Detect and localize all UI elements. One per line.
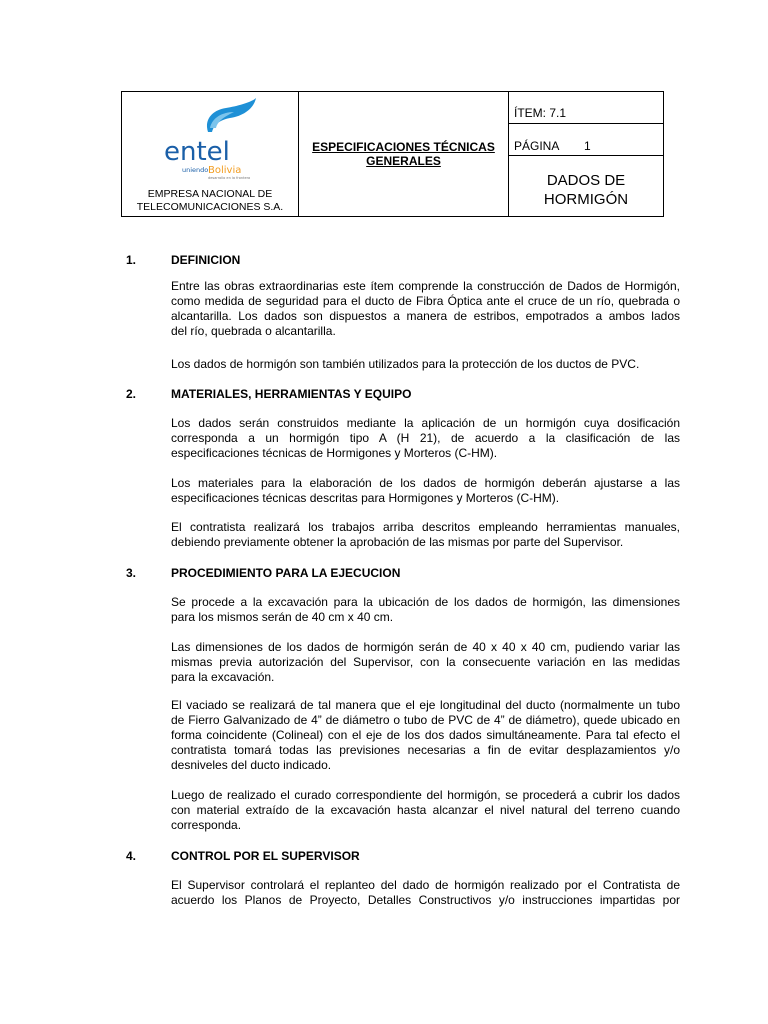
section-1-number: 1. (126, 253, 137, 267)
company-caption-line1: EMPRESA NACIONAL DE (147, 188, 273, 200)
document-title (299, 140, 508, 168)
paragraph-line: para los mismos serán de 40 cm x 40 cm. (171, 610, 394, 624)
paragraph-line: Los materiales para la elaboración de los dados de hormigón deberán ajustarse a las (171, 476, 680, 490)
item-cell (509, 92, 663, 124)
paragraph-line: para la excavación. (171, 670, 275, 684)
paragraph-line: especificaciones técnicas descritas para Hormigones y Morteros (C-HM). (171, 491, 560, 505)
section-1-paragraph-1 (171, 279, 680, 339)
paragraph-line: especificaciones técnicas de Hormigones y Morteros (C-HM). (171, 446, 498, 460)
company-caption-line2: TELECOMUNICACIONES S.A. (136, 201, 284, 213)
paragraph-line: Los dados de hormigón son también utilizados para la protección de los ductos de PVC. (171, 357, 640, 371)
company-caption (122, 188, 298, 214)
entel-logo (160, 98, 260, 184)
paragraph-line: Los dados serán construidos mediante la aplicación de un hormigón cuya dosificación (171, 416, 680, 430)
page-label: PÁGINA (514, 139, 560, 153)
paragraph-line: Las dimensiones de los dados de hormigón serán de 40 x 40 x 40 cm, pudiendo variar las (171, 640, 680, 654)
logo-cell (122, 92, 299, 216)
section-2-paragraph-3 (171, 520, 680, 550)
paragraph-line: Luego de realizado el curado correspondiente del hormigón, se procederá a cubrir los dados (171, 788, 680, 802)
section-2-paragraph-1 (171, 416, 680, 461)
section-2-paragraph-2 (171, 476, 680, 506)
paragraph-line: como medida de seguridad para el ducto de Fibra Óptica ante el cruce de un río, quebrada o (171, 294, 680, 308)
section-3-title: PROCEDIMIENTO PARA LA EJECUCION (171, 566, 401, 580)
logo-sub-tagline: desarrollo en la frontera (208, 176, 251, 180)
paragraph-line: El vaciado se realizará de tal manera que el eje longitudinal del ducto (normalmente un tubo (171, 698, 680, 712)
paragraph-line: acuerdo los Planos de Proyecto, Detalles Constructivos y/o instrucciones impartidas por (171, 893, 680, 907)
paragraph-line: corresponda. (171, 818, 242, 832)
section-2-title: MATERIALES, HERRAMIENTAS Y EQUIPO (171, 387, 412, 401)
logo-brand: entel (164, 137, 230, 167)
paragraph-line: Se procede a la excavación para la ubicación de los dados de hormigón, las dimensiones (171, 595, 680, 609)
section-3-paragraph-4 (171, 788, 680, 833)
paragraph-line: alcantarilla. Los dados son dispuestos a manera de estribos, empotrados a ambos lados (171, 309, 680, 323)
title-cell (299, 92, 509, 216)
paragraph-line: Entre las obras extraordinarias este ítem comprende la construcción de Dados de Hormigón, (171, 279, 680, 293)
paragraph-line: mismas previa autorización del Supervisor, con la consecuente variación en las medidas (171, 655, 680, 669)
subject-cell (509, 156, 663, 216)
item-number: ÍTEM: 7.1 (514, 106, 567, 120)
paragraph-line: desniveles del ducto indicado. (171, 758, 332, 772)
paragraph-line: forma coincidente (Colineal) con el eje de los dos dados simultáneamente. Para tal efecto el (171, 728, 680, 742)
section-3-paragraph-2 (171, 640, 680, 685)
paragraph-line: con material extraído de la excavación hasta alcanzar el nivel natural del terreno cuando (171, 803, 680, 817)
subject-title-line1: DADOS DE (546, 172, 626, 189)
section-4-title: CONTROL POR EL SUPERVISOR (171, 849, 360, 863)
paragraph-line: contratista tomará todas las previsiones necesarias a fin de evitar desplazamientos y/o (171, 743, 680, 757)
section-4-paragraph-1 (171, 878, 680, 908)
paragraph-line: El Supervisor controlará el replanteo del dado de hormigón realizado por el Contratista de (171, 878, 680, 892)
page-number: 1 (584, 139, 591, 153)
page-cell (509, 124, 663, 156)
paragraph-line: del río, quebrada o alcantarilla. (171, 324, 336, 338)
section-3-paragraph-3 (171, 698, 680, 773)
paragraph-line: corresponda a un hormigón tipo A (H 21), de acuerdo a la clasificación de las (171, 431, 680, 445)
svg-text:Bolivia: Bolivia (208, 165, 242, 176)
section-1-paragraph-2 (171, 357, 680, 372)
paragraph-line: de Fierro Galvanizado de 4” de diámetro o tubo de PVC de 4” de diámetro), quede ubicado en (171, 713, 680, 727)
subject-title-line2: HORMIGÓN (543, 191, 629, 208)
paragraph-line: El contratista realizará los trabajos arriba descritos empleando herramientas manuales, (171, 520, 680, 534)
section-4-number: 4. (126, 849, 137, 863)
section-3-number: 3. (126, 566, 137, 580)
section-2-number: 2. (126, 387, 137, 401)
paragraph-line: debiendo previamente obtener la aprobación de las mismas por parte del Supervisor. (171, 535, 624, 549)
document-title-line1: ESPECIFICACIONES TÉCNICAS (312, 140, 495, 154)
svg-text:uniendo: uniendo (182, 166, 209, 174)
document-title-line2: GENERALES (366, 154, 441, 168)
section-1-title: DEFINICION (171, 253, 241, 267)
header-table (121, 91, 664, 217)
section-3-paragraph-1 (171, 595, 680, 625)
subject-title (509, 171, 663, 209)
